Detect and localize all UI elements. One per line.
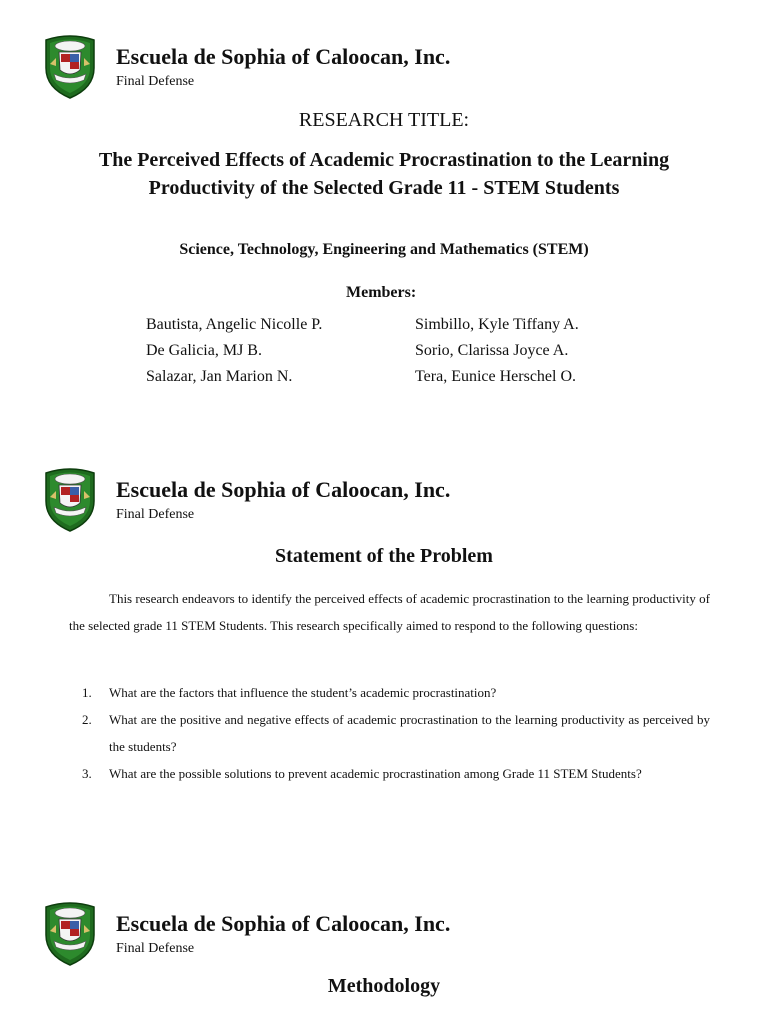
school-crest-icon <box>42 467 98 533</box>
slide-research-title <box>0 34 768 404</box>
members-label: Members: <box>346 284 417 301</box>
list-item <box>69 706 710 760</box>
list-number: 3. <box>82 766 92 781</box>
member-name: De Galicia, MJ B. <box>146 342 262 359</box>
section-title: Statement of the Problem <box>275 545 493 567</box>
list-number: 1. <box>82 685 92 700</box>
school-name: Escuela de Sophia of Caloocan, Inc. <box>116 44 451 69</box>
research-title-label: RESEARCH TITLE: <box>298 109 470 131</box>
school-name: Escuela de Sophia of Caloocan, Inc. <box>116 477 451 502</box>
question-text: What are the possible solutions to prevent academic procrastination among Grade 11 STEM Students? <box>109 766 642 781</box>
member-name: Bautista, Angelic Nicolle P. <box>146 316 323 333</box>
question-text: What are the positive and negative effects of academic procrastination to the learning productivity as perceived by the students? <box>109 712 710 754</box>
strand-abbr: (STEM) <box>528 241 589 258</box>
slide-statement-of-problem <box>0 467 768 827</box>
slide-header <box>0 467 768 537</box>
slide-subtitle: Final Defense <box>116 507 195 522</box>
member-name: Sorio, Clarissa Joyce A. <box>415 342 569 359</box>
member-name: Tera, Eunice Herschel O. <box>415 368 577 385</box>
school-crest-icon <box>42 34 98 100</box>
school-crest-icon <box>42 901 98 967</box>
research-title: The Perceived Effects of Academic Procrastination to the Learning Productivity of the Selected Grade 11 - STEM Students <box>98 149 670 199</box>
list-item <box>69 760 710 787</box>
list-item <box>69 679 710 706</box>
strand-name: Science, Technology, Engineering and Mathematics <box>179 241 529 258</box>
strand-text <box>0 241 768 259</box>
member-name: Simbillo, Kyle Tiffany A. <box>415 316 579 333</box>
list-number: 2. <box>82 712 92 727</box>
slide-header <box>0 901 768 971</box>
slide-header <box>0 34 768 104</box>
member-name: Salazar, Jan Marion N. <box>146 368 293 385</box>
school-name: Escuela de Sophia of Caloocan, Inc. <box>116 911 451 936</box>
slide-subtitle: Final Defense <box>116 941 195 956</box>
question-list <box>69 679 710 787</box>
slide-methodology <box>0 901 768 1024</box>
intro-paragraph: This research endeavors to identify the perceived effects of academic procrastination to the learning productivity of the selected grade 11 STEM Students. This research specifically aimed to respond to the following questions: <box>69 591 710 633</box>
question-text: What are the factors that influence the student’s academic procrastination? <box>109 685 497 700</box>
section-title: Methodology <box>327 975 441 997</box>
slide-subtitle: Final Defense <box>116 74 195 89</box>
